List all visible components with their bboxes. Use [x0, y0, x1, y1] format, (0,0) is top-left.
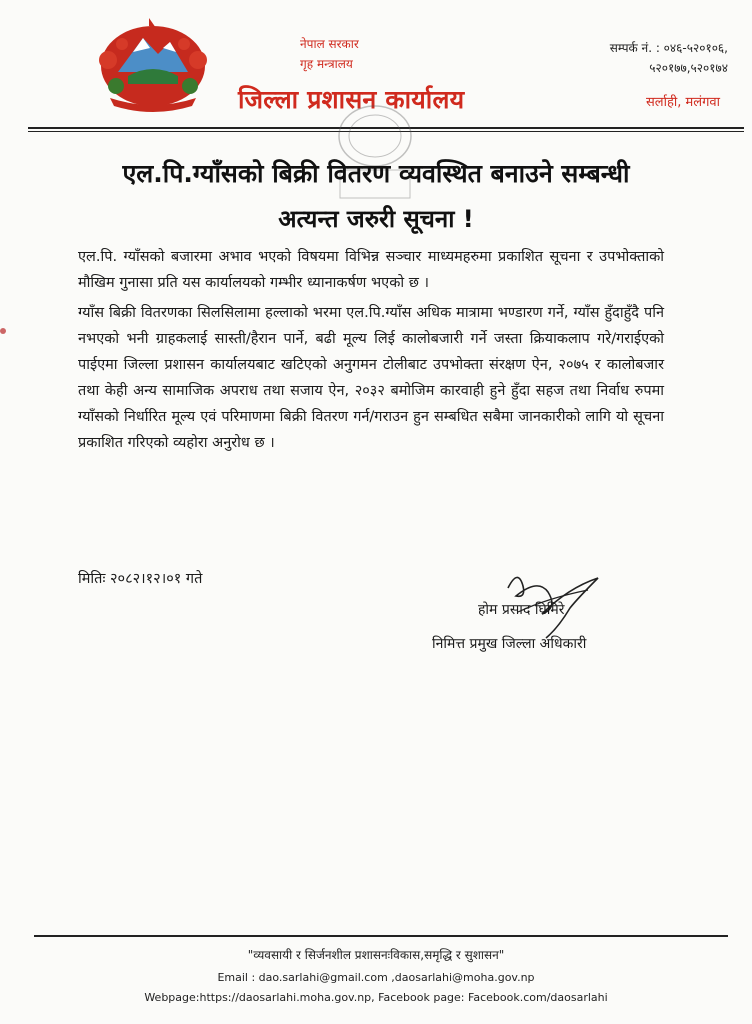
ministry-name: गृह मन्त्रालय	[300, 57, 353, 71]
notice-paragraph-1: एल.पि. ग्याँसको बजारमा अभाव भएको विषयमा विभिन्न सञ्चार माध्यमहरुमा प्रकाशित सूचना र उपभोक्ताको मौखिम गुनासा प्रति यस कार्यालयको गम्भीर ध्यानाकर्षण भएको छ ।	[78, 249, 664, 291]
footer-slogan: "व्यवसायी र सिर्जनशील प्रशासनःविकास,समृद्धि र सुशासन"	[247, 948, 505, 962]
office-name: जिल्ला प्रशासन कार्यालय	[238, 85, 465, 114]
scan-mark	[0, 328, 6, 334]
contact-line-1: सम्पर्क नं. : ०४६-५२०१०६,	[609, 41, 728, 55]
footer-web: Webpage:https://daosarlahi.moha.gov.np, Facebook page: Facebook.com/daosarlahi	[144, 991, 608, 1004]
office-location: सर्लाही, मलंगवा	[645, 95, 720, 110]
footer-divider	[34, 935, 728, 937]
contact-line-2: ५२०१७७,५२०१७४	[649, 61, 728, 75]
nepal-emblem-icon	[88, 14, 218, 114]
signatory-title: निमित्त प्रमुख जिल्ला अधिकारी	[432, 636, 587, 652]
footer-email: Email : dao.sarlahi@gmail.com ,daosarlahi@moha.gov.np	[217, 971, 535, 984]
notice-date: मितिः २०८२।१२।०१ गते	[78, 571, 203, 587]
government-name: नेपाल सरकार	[300, 37, 359, 51]
notice-paragraph-2: ग्याँस बिक्री वितरणका सिलसिलामा हल्लाको भरमा एल.पि.ग्याँस अधिक मात्रामा भण्डारण गर्ने, ग्याँस हुँदाहुँदै पनि नभएको भनी ग्राहकलाई सास्ती/हैरान पार्ने, बढी मूल्य लिई कालोबजारी गर्ने जस्ता क्रियाकलाप गरे/गराईएको पाईएमा जिल्ला प्रशासन कार्यालयबाट खटिएको अनुगमन टोलीबाट उपभोक्ता संरक्षण ऐन, २०७५ र कालोबजार तथा केही अन्य सामाजिक अपराध तथा सजाय ऐन, २०३२ बमोजिम कारवाही हुने हुँदा सहज तथा निर्वाध रुपमा ग्याँसको निर्धारित मूल्य एवं परिमाणमा बिक्री वितरण गर्न/गराउन हुन सम्बधित सबैमा जानकारीको लागि यो सूचना प्रकाशित गरिएको व्यहोरा अनुरोध छ ।	[78, 305, 664, 451]
contact-block	[610, 38, 728, 78]
signatory-name: होम प्रसाद घिमिरे	[478, 602, 565, 618]
notice-title-line-1: एल.पि.ग्याँसको बिक्री वितरण व्यवस्थित बनाउने सम्बन्धी	[122, 159, 630, 188]
notice-body	[78, 244, 664, 460]
notice-title-line-2: अत्यन्त जरुरी सूचना !	[278, 205, 474, 233]
